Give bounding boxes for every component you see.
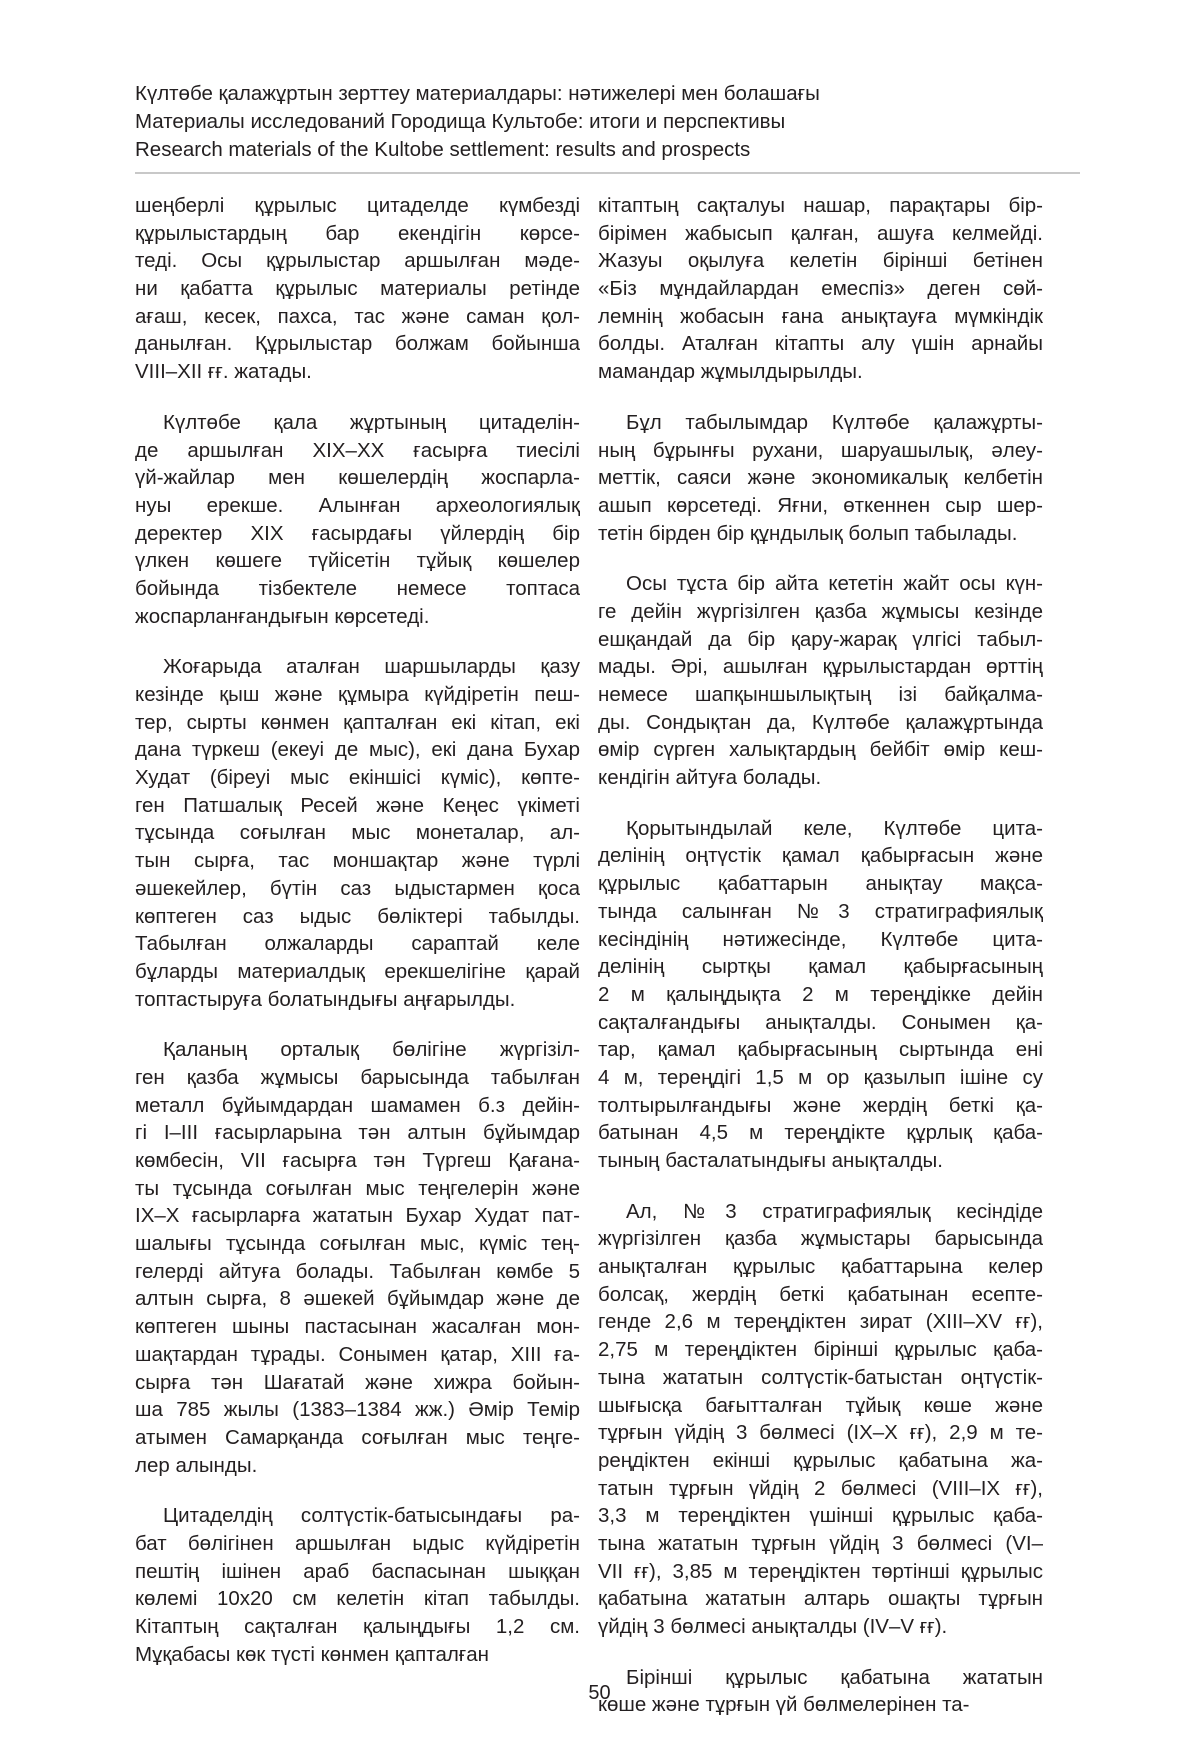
text-line: ге дейін жүргізілген қазба жұмысы кезінде <box>598 599 1043 623</box>
text-line: ешқандай да бір қару-жарақ үлгісі табыл- <box>598 627 1043 651</box>
text-line: қабатына жататын алтарь ошақты тұрғын <box>598 1587 1043 1611</box>
text-line: гі I–III ғасырларына тән алтын бұйымдар <box>135 1121 580 1145</box>
text-line: генде 2,6 м тереңдіктен зират (XIII–XV ғғ), <box>598 1310 1043 1334</box>
running-header <box>135 80 1065 164</box>
text-line: көлемі 10х20 см келетін кітап табылды. <box>135 1587 580 1611</box>
text-line: жоспарланғандығын көрсетеді. <box>135 604 430 628</box>
text-line: сақталғандығы анықталды. Сонымен қа- <box>598 1010 1043 1034</box>
text-line: кендігін айтуға болады. <box>598 766 822 790</box>
text-line: 3,3 м тереңдіктен үшінші құрылыс қаба- <box>598 1504 1043 1528</box>
text-line: пештің ішінен араб баспасынан шыққан <box>135 1559 580 1583</box>
text-line: Мұқабасы көк түсті көнмен қапталған <box>135 1642 490 1666</box>
text-line: татын тұрғын үйдің 2 бөлмесі (VIII–IX ғғ), <box>598 1476 1043 1500</box>
text-line: ды. Сондықтан да, Күлтөбе қалажұртында <box>598 710 1043 734</box>
text-line: анықталған құрылыс қабаттарына келер <box>598 1255 1043 1279</box>
text-line: болды. Аталған кітапты алу үшін арнайы <box>598 332 1043 356</box>
text-line: тына жататын солтүстік-батыстан оңтүстік- <box>598 1365 1043 1389</box>
text-line: шығысқа бағытталған тұйық көше және <box>598 1393 1043 1417</box>
text-line: лемнің жобасын ғана анықтауға мүмкіндік <box>598 304 1043 328</box>
right-column-paragraph <box>598 570 1043 792</box>
text-line: сырға тән Шағатай және хижра бойын- <box>135 1370 580 1394</box>
text-line: көше және тұрғын үй бөлмелерінен та- <box>598 1693 970 1717</box>
text-line: Ал, №3 стратиграфиялық кесіндіде <box>626 1199 1043 1223</box>
text-line: делінің сыртқы қамал қабырғасының <box>598 955 1043 979</box>
text-line: ша 785 жылы (1383–1384 жж.) Әмір Темір <box>135 1398 580 1422</box>
text-line: бойында тізбектеле немесе топтаса <box>135 576 580 600</box>
text-line: үй-жайлар мен көшелердің жоспарла- <box>135 466 580 490</box>
text-line: Табылған олжаларды сараптай келе <box>135 932 580 956</box>
header-title-russian: Материалы исследований Городища Культобе: итоги и перспективы <box>135 110 786 133</box>
page-number: 50 <box>588 1682 611 1704</box>
text-line: немесе шапқыншылықтың ізі байқалма- <box>598 683 1043 706</box>
text-line: үйдің 3 бөлмесі анықталды (IV–V ғғ). <box>598 1615 948 1638</box>
text-line: топтастыруға болатындығы аңғарылды. <box>135 987 516 1011</box>
text-line: толтырылғандығы және жердің беткі қа- <box>598 1093 1043 1117</box>
text-line: ген қазба жұмысы барысында табылған <box>135 1065 580 1089</box>
text-line: көмбесін, VII ғасырға тән Түргеш Қағана- <box>135 1149 580 1172</box>
text-line: лер алынды. <box>135 1453 258 1477</box>
text-line: данылған. Құрылыстар болжам бойынша <box>135 332 580 356</box>
text-line: 2,75 м тереңдіктен бірінші құрылыс қаба- <box>598 1338 1043 1362</box>
text-line: ның бұрынғы рухани, шаруашылық, әлеу- <box>598 438 1043 462</box>
text-line: Жазуы оқылуға келетін бірінші бетінен <box>598 249 1043 273</box>
text-line: Жоғарыда аталған шаршыларды қазу <box>163 655 580 679</box>
text-line: IX–X ғасырларға жататын Бухар Худат пат- <box>135 1204 580 1228</box>
text-line: құрылыс қабаттарын анықтау мақса- <box>598 872 1043 896</box>
text-line: реңдіктен екінші құрылыс қабатына жа- <box>598 1448 1043 1472</box>
text-line: дана түркеш (екеуі де мыс), екі дана Бухар <box>135 738 580 762</box>
text-line: де аршылған XIX–XX ғасырға тиесілі <box>135 438 580 462</box>
text-line: Кітаптың сақталған қалыңдығы 1,2 см. <box>135 1615 580 1638</box>
text-line: тының басталатындығы анықталды. <box>598 1149 943 1172</box>
left-column-paragraph <box>135 409 580 631</box>
text-line: Бірінші құрылыс қабатына жататын <box>626 1665 1043 1689</box>
left-column-paragraph <box>135 1036 580 1479</box>
left-column-paragraph <box>135 653 580 1013</box>
text-line: ағаш, кесек, пахса, тас және саман қол- <box>135 304 580 328</box>
left-text-column <box>135 192 580 1691</box>
text-line: тетін бірден бір құндылық болып табылады. <box>598 521 1018 545</box>
text-line: әшекейлер, бүтін саз ыдыстармен қоса <box>135 876 580 900</box>
text-line: шалығы тұсында соғылған мыс, күміс тең- <box>135 1232 580 1256</box>
text-line: ген Патшалық Ресей және Кеңес үкіметі <box>135 793 580 817</box>
text-line: VII ғғ), 3,85 м тереңдіктен төртінші құрылыс <box>598 1559 1043 1583</box>
right-text-column <box>598 192 1043 1742</box>
right-column-paragraph <box>598 409 1043 547</box>
text-line: өмір сүрген халықтардың бейбіт өмір кеш- <box>598 738 1043 762</box>
header-divider <box>135 172 1080 174</box>
text-line: кезінде қыш және құмыра күйдіретін пеш- <box>135 683 580 706</box>
left-column-paragraph <box>135 1502 580 1668</box>
text-line: меттік, саяси және экономикалық келбетін <box>598 466 1043 490</box>
text-line: көптеген саз ыдыс бөліктері табылды. <box>135 904 580 928</box>
text-line: гелерді айтуға болады. Табылған көмбе 5 <box>135 1259 580 1283</box>
text-line: тына жататын тұрғын үйдің 3 бөлмесі (VI– <box>598 1531 1043 1555</box>
text-line: алтын сырға, 8 әшекей бұйымдар және де <box>135 1287 580 1311</box>
text-line: 2 м қалыңдықта 2 м тереңдікке дейін <box>598 982 1043 1006</box>
text-line: үлкен көшеге түйісетін тұйық көшелер <box>135 549 580 573</box>
text-line: тын сырға, тас моншақтар және түрлі <box>135 849 580 873</box>
text-line: мады. Әрі, ашылған құрылыстардан өрттің <box>598 655 1043 679</box>
header-title-kazakh: Күлтөбе қалажұртын зерттеу материалдары: нәтижелері мен болашағы <box>135 82 820 105</box>
text-line: ни қабатта құрылыс материалы ретінде <box>135 277 580 301</box>
text-line: тар, қамал қабырғасының сыртында ені <box>598 1038 1043 1062</box>
text-line: Цитаделдің солтүстік-батысындағы ра- <box>163 1504 580 1528</box>
text-line: Қаланың орталық бөлігіне жүргізіл- <box>163 1038 580 1062</box>
header-title-english: Research materials of the Kultobe settlement: results and prospects <box>135 138 751 161</box>
text-line: VIII–XII ғғ. жатады. <box>135 360 312 384</box>
text-line: теді. Осы құрылыстар аршылған мәде- <box>135 249 580 273</box>
text-line: 4 м, тереңдігі 1,5 м ор қазылып ішіне су <box>598 1065 1043 1089</box>
text-line: бірімен жабысып қалған, ашуға келмейді. <box>598 221 1043 245</box>
text-line: шақтардан тұрады. Сонымен қатар, XIII ға- <box>135 1342 580 1366</box>
text-line: бат бөлігінен аршылған ыдыс күйдіретін <box>135 1531 580 1555</box>
text-line: тер, сырты көнмен қапталған екі кітап, екі <box>135 710 580 734</box>
text-line: мамандар жұмылдырылды. <box>598 360 863 384</box>
text-line: батынан 4,5 м тереңдікте құрлық қаба- <box>598 1121 1043 1145</box>
text-line: тұрғын үйдің 3 бөлмесі (IX–X ғғ), 2,9 м те- <box>598 1421 1043 1445</box>
text-line: Қорытындылай келе, Күлтөбе цита- <box>626 816 1043 840</box>
text-line: тында салынған №3 стратиграфиялық <box>598 899 1043 923</box>
text-line: нуы ерекше. Алынған археологиялық <box>135 493 580 517</box>
text-line: Осы тұста бір айта кететін жайт осы күн- <box>626 572 1043 596</box>
text-line: болсақ, жердің беткі қабатынан есепте- <box>598 1282 1043 1306</box>
text-line: Бұл табылымдар Күлтөбе қалажұрты- <box>626 410 1043 434</box>
text-line: атымен Самарқанда соғылған мыс теңге- <box>135 1425 580 1449</box>
right-column-paragraph <box>598 1198 1043 1641</box>
text-line: металл бұйымдардан шамамен б.з дейін- <box>135 1093 580 1117</box>
text-line: Худат (біреуі мыс екіншісі күміс), көпте- <box>135 766 580 790</box>
text-line: «Біз мұндайлардан емеспіз» деген сөй- <box>598 277 1043 301</box>
text-line: деректер XIX ғасырдағы үйлердің бір <box>135 521 580 545</box>
text-line: шеңберлі құрылыс цитаделде күмбезді <box>135 194 580 217</box>
right-column-paragraph <box>598 192 1043 386</box>
text-line: тұсында соғылған мыс монеталар, ал- <box>135 821 580 845</box>
text-line: Күлтөбе қала жұртының цитаделін- <box>163 410 580 434</box>
text-line: құрылыстардың бар екендігін көрсе- <box>135 221 580 245</box>
text-line: көптеген шыны пастасынан жасалған мон- <box>135 1315 580 1339</box>
text-line: делінің оңтүстік қамал қабырғасын және <box>598 844 1043 868</box>
text-line: бұларды материалдық ерекшелігіне қарай <box>135 959 580 983</box>
left-column-paragraph <box>135 192 580 386</box>
text-line: жүргізілген қазба жұмыстары барысында <box>598 1227 1043 1251</box>
text-line: кесіндінің нәтижесінде, Күлтөбе цита- <box>598 927 1043 951</box>
text-line: кітаптың сақталуы нашар, парақтары бір- <box>598 194 1043 217</box>
right-column-paragraph <box>598 815 1043 1175</box>
text-line: ты тұсында соғылған мыс теңгелерін және <box>135 1176 580 1200</box>
text-line: ашып көрсетеді. Яғни, өткеннен сыр шер- <box>598 493 1043 517</box>
